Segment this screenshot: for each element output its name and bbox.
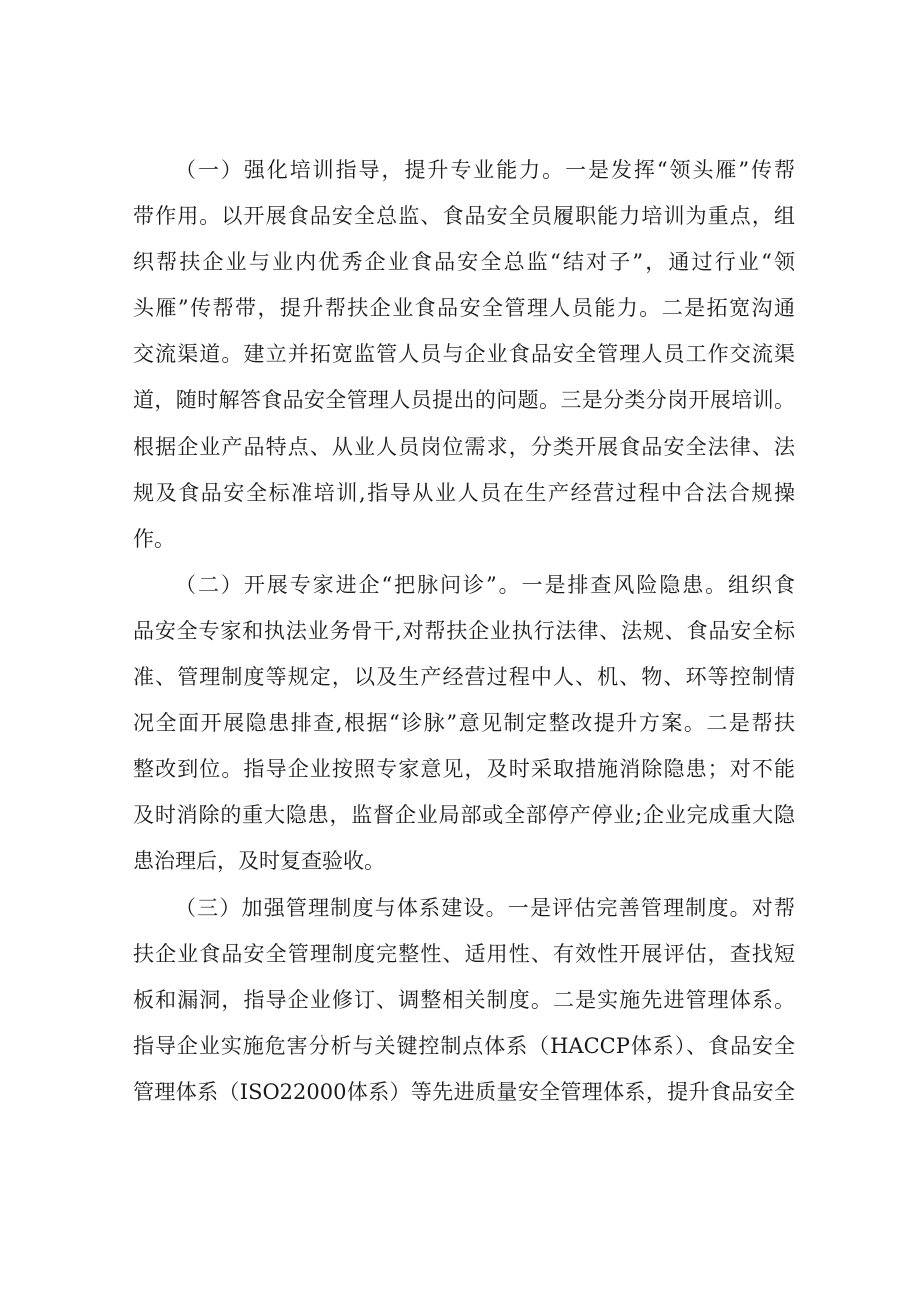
text-line: 作。 — [133, 526, 175, 551]
paragraph-1 — [133, 147, 795, 562]
paragraph-2 — [133, 562, 795, 885]
text-line: 头雁”传帮带，提升帮扶企业食品安全管理人员能力。二是拓宽沟通 — [133, 296, 795, 321]
text-line: 指导企业实施危害分析与关键控制点体系（HACCP体系）、食品安全 — [133, 1033, 795, 1058]
document-body — [133, 147, 795, 1115]
text-line: 况全面开展隐患排查,根据“诊脉”意见制定整改提升方案。二是帮扶 — [133, 711, 795, 736]
text-line: （一）强化培训指导，提升专业能力。一是发挥“领头雁”传帮 — [175, 158, 795, 182]
text-line: 根据企业产品特点、从业人员岗位需求，分类开展食品安全法律、法 — [133, 434, 795, 459]
text-line: （三）加强管理制度与体系建设。一是评估完善管理制度。对帮 — [175, 895, 795, 920]
text-line: 准、管理制度等规定，以及生产经营过程中人、机、物、环等控制情 — [133, 665, 795, 690]
text-line: 带作用。以开展食品安全总监、食品安全员履职能力培训为重点，组 — [133, 204, 795, 229]
text-line: 道，随时解答食品安全管理人员提出的问题。三是分类分岗开展培训。 — [133, 388, 795, 413]
text-line: 管理体系（ISO22000体系）等先进质量安全管理体系，提升食品安全 — [133, 1079, 795, 1104]
text-line: 扶企业食品安全管理制度完整性、适用性、有效性开展评估，查找短 — [133, 941, 795, 966]
text-line: 患治理后，及时复查验收。 — [133, 849, 385, 874]
text-line: 及时消除的重大隐患，监督企业局部或全部停产停业;企业完成重大隐 — [133, 803, 795, 828]
text-line: 织帮扶企业与业内优秀企业食品安全总监“结对子”，通过行业“领 — [133, 250, 795, 275]
text-line: 品安全专家和执法业务骨干,对帮扶企业执行法律、法规、食品安全标 — [133, 618, 795, 643]
text-line: 交流渠道。建立并拓宽监管人员与企业食品安全管理人员工作交流渠 — [133, 342, 795, 367]
text-line: 规及食品安全标准培训,指导从业人员在生产经营过程中合法合规操 — [133, 480, 795, 505]
text-line: 板和漏洞，指导企业修订、调整相关制度。二是实施先进管理体系。 — [133, 987, 795, 1012]
text-line: （二）开展专家进企“把脉问诊”。一是排查风险隐患。组织食 — [175, 572, 795, 597]
text-line: 整改到位。指导企业按照专家意见，及时采取措施消除隐患；对不能 — [133, 757, 795, 782]
paragraph-3 — [133, 885, 795, 1115]
